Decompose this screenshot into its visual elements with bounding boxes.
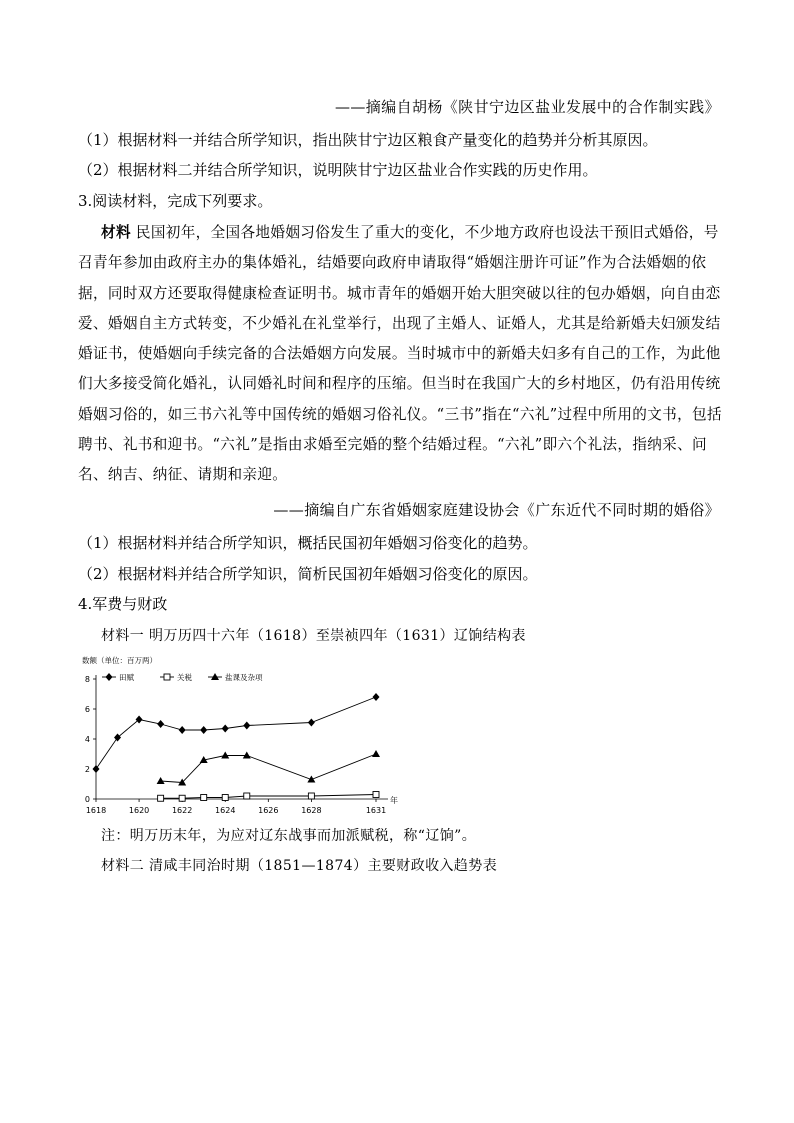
data-point-2 (244, 793, 250, 799)
series-line-2 (161, 795, 376, 799)
chart-legend (102, 672, 263, 682)
source-citation-1: ——摘编自胡杨《陕甘宁边区盐业发展中的合作制实践》 (334, 98, 720, 116)
x-tick-label: 1624 (215, 806, 236, 815)
x-tick-label: 1628 (301, 806, 322, 815)
data-point-2 (179, 795, 185, 801)
series-line-3 (161, 754, 376, 783)
data-point-3 (307, 776, 315, 783)
legend-marker-1 (106, 673, 113, 681)
data-point-1 (243, 722, 250, 730)
y-tick-label: 4 (84, 735, 90, 744)
x-tick-label: 1622 (171, 806, 193, 815)
legend-marker-2 (164, 674, 170, 680)
question-2-2: （2）根据材料二并结合所学知识，说明陕甘宁边区盐业合作实践的历史作用。 (78, 161, 598, 179)
data-point-2 (222, 795, 228, 801)
y-tick-label: 6 (84, 705, 90, 714)
data-point-1 (373, 693, 380, 701)
chart-axes (85, 675, 398, 815)
data-point-1 (157, 720, 164, 728)
data-point-2 (201, 795, 207, 801)
material-label: 材料 (101, 224, 131, 241)
data-point-3 (243, 752, 251, 759)
data-point-1 (179, 726, 186, 734)
liaoxiang-structure-chart (80, 650, 410, 820)
question-3-title: 3.阅读材料，完成下列要求。 (78, 192, 273, 210)
data-point-2 (373, 792, 379, 798)
y-tick-label: 0 (84, 795, 90, 804)
chart-marks (93, 693, 381, 801)
y-tick-label: 8 (84, 675, 90, 684)
question-3-2: （2）根据材料并结合所学知识，简析民国初年婚姻习俗变化的原因。 (78, 565, 538, 583)
legend-marker-3 (211, 673, 219, 680)
x-axis-label: 年 (390, 796, 398, 805)
data-point-3 (157, 777, 165, 784)
material-2-caption: 材料二 清咸丰同治时期（1851—1874）主要财政收入趋势表 (101, 858, 498, 874)
x-tick-label: 1631 (365, 806, 387, 815)
data-point-1 (222, 725, 229, 733)
series-line-1 (96, 697, 376, 769)
material-1-caption: 材料一 明万历四十六年（1618）至崇祯四年（1631）辽饷结构表 (101, 628, 526, 644)
material-text: 民国初年，全国各地婚姻习俗发生了重大的变化，不少地方政府也设法干预旧式婚俗，号召青年参加由政府主办的集体婚礼，结婚要向政府申请取得“婚姻注册许可证”作为合法婚姻的依据，同时双方还要取得健康检查证明书。城市青年的婚姻开始大胆突破以往的包办婚姻，向自由恋爱、婚姻自主方式转变，不少婚礼在礼堂举行，出现了主婚人、证婚人，尤其是给新婚夫妇颁发结婚证书，使婚姻向手续完备的合法婚姻方向发展。当时城市中的新婚夫妇多有自己的工作，为此他们大多接受简化婚礼，认同婚礼时间和程序的压缩。但当时在我国广大的乡村地区，仍有沿用传统婚姻习俗的，如三书六礼等中国传统的婚姻习俗礼仪。“三书”指在“六礼”过程中所用的文书，包括聘书、礼书和迎书。“六礼”是指由求婚至完婚的整个结婚过程。“六礼”即六个礼法，指纳采、问名、纳吉、纳征、请期和亲迎。 (78, 224, 722, 484)
legend-label-1: 田赋 (119, 673, 134, 682)
data-point-2 (158, 795, 164, 801)
question-3-1: （1）根据材料并结合所学知识，概括民国初年婚姻习俗变化的趋势。 (78, 534, 538, 552)
y-tick-label: 2 (84, 765, 90, 774)
material-3-paragraph (78, 218, 730, 491)
data-point-2 (308, 793, 314, 799)
data-point-1 (136, 716, 143, 724)
x-tick-label: 1620 (128, 806, 150, 815)
x-tick-label: 1626 (258, 806, 279, 815)
question-2-1: （1）根据材料一并结合所学知识，指出陕甘宁边区粮食产量变化的趋势并分析其原因。 (78, 131, 658, 149)
y-axis-label: 数额（单位：百万两） (82, 656, 157, 665)
legend-label-3: 盐课及杂项 (225, 673, 263, 682)
legend-label-2: 关税 (177, 673, 192, 682)
data-point-3 (221, 752, 229, 759)
chart-note: 注：明万历末年，为应对辽东战事而加派赋税，称“辽饷”。 (101, 828, 477, 844)
data-point-1 (308, 719, 315, 727)
data-point-1 (200, 726, 207, 734)
data-point-3 (372, 750, 380, 757)
x-tick-label: 1618 (85, 806, 107, 815)
question-4-title: 4.军费与财政 (78, 595, 168, 613)
source-citation-3: ——摘编自广东省婚姻家庭建设协会《广东近代不同时期的婚俗》 (273, 501, 720, 519)
